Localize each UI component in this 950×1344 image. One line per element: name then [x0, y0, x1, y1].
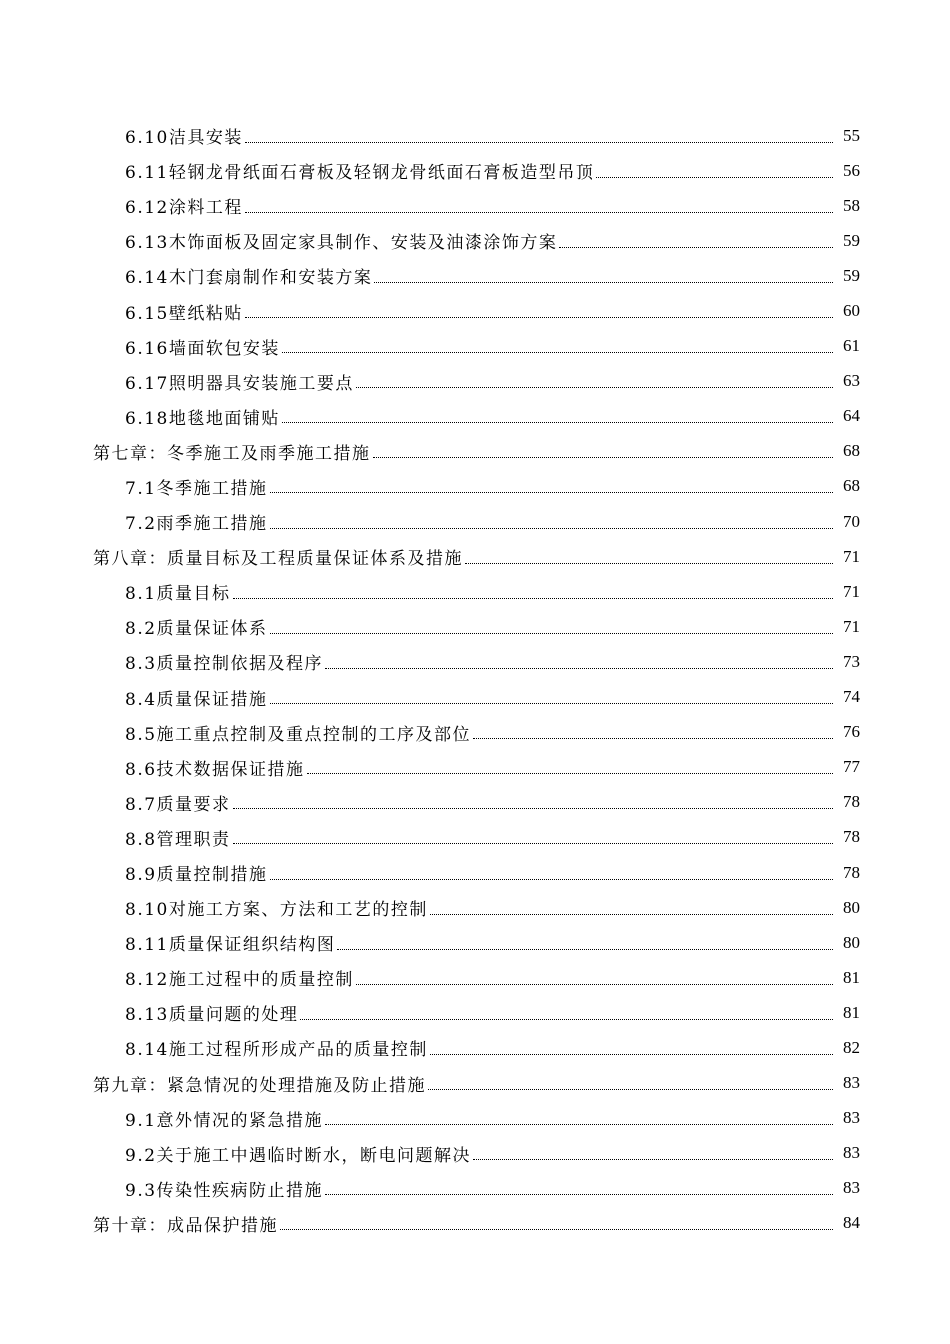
- toc-chapter-entry[interactable]: [0, 539, 950, 574]
- toc-entry-title: 第十章：成品保护措施: [93, 1215, 278, 1236]
- toc-page-number: 60: [843, 301, 860, 321]
- toc-section-entry[interactable]: [0, 258, 950, 293]
- toc-dot-leader: [430, 913, 833, 915]
- toc-page-number: 74: [843, 687, 860, 707]
- toc-page-number: 78: [843, 862, 860, 882]
- toc-dot-leader: [270, 527, 833, 529]
- toc-page-number: 55: [843, 125, 860, 145]
- toc-entry-title: 8.10对施工方案、方法和工艺的控制: [125, 900, 428, 921]
- toc-section-entry[interactable]: [0, 1136, 950, 1171]
- toc-dot-leader: [325, 1193, 833, 1195]
- toc-entry-title: 9.3传染性疾病防止措施: [125, 1180, 324, 1201]
- toc-entry-title: 8.5施工重点控制及重点控制的工序及部位: [125, 724, 472, 745]
- toc-entry-title: 8.1质量目标: [125, 584, 231, 605]
- toc-entry-title: 6.14木门套扇制作和安装方案: [125, 268, 373, 289]
- toc-page-number: 76: [843, 722, 860, 742]
- toc-page-number: 81: [843, 1002, 860, 1022]
- toc-entry-title: 6.13木饰面板及固定家具制作、安装及油漆涂饰方案: [125, 233, 558, 254]
- toc-section-entry[interactable]: [0, 785, 950, 820]
- toc-section-entry[interactable]: [0, 750, 950, 785]
- toc-section-entry[interactable]: [0, 925, 950, 960]
- toc-chapter-entry[interactable]: [0, 434, 950, 469]
- toc-entry-title: 8.8管理职责: [125, 829, 231, 850]
- toc-section-entry[interactable]: [0, 1030, 950, 1065]
- toc-entry-title: 8.4质量保证措施: [125, 689, 268, 710]
- toc-section-entry[interactable]: [0, 329, 950, 364]
- toc-section-entry[interactable]: [0, 118, 950, 153]
- toc-entry-title: 第九章：紧急情况的处理措施及防止措施: [93, 1075, 426, 1096]
- toc-dot-leader: [270, 702, 833, 704]
- toc-chapter-entry[interactable]: [0, 1066, 950, 1101]
- toc-section-entry[interactable]: [0, 574, 950, 609]
- toc-entry-title: 8.2质量保证体系: [125, 619, 268, 640]
- toc-section-entry[interactable]: [0, 960, 950, 995]
- toc-section-entry[interactable]: [0, 609, 950, 644]
- toc-page-number: 58: [843, 195, 860, 215]
- toc-dot-leader: [374, 281, 833, 283]
- toc-dot-leader: [280, 1228, 833, 1230]
- toc-dot-leader: [300, 1018, 833, 1020]
- toc-dot-leader: [270, 878, 833, 880]
- toc-dot-leader: [473, 1158, 833, 1160]
- toc-dot-leader: [596, 176, 833, 178]
- toc-page-number: 80: [843, 932, 860, 952]
- toc-dot-leader: [270, 632, 833, 634]
- toc-dot-leader: [282, 351, 833, 353]
- toc-dot-leader: [337, 948, 833, 950]
- toc-entry-title: 8.11质量保证组织结构图: [125, 935, 336, 956]
- toc-dot-leader: [233, 842, 833, 844]
- toc-chapter-entry[interactable]: [0, 1206, 950, 1241]
- toc-dot-leader: [473, 737, 833, 739]
- toc-section-entry[interactable]: [0, 364, 950, 399]
- toc-section-entry[interactable]: [0, 504, 950, 539]
- toc-section-entry[interactable]: [0, 223, 950, 258]
- toc-section-entry[interactable]: [0, 995, 950, 1030]
- toc-section-entry[interactable]: [0, 715, 950, 750]
- toc-entry-title: 6.11轻钢龙骨纸面石膏板及轻钢龙骨纸面石膏板造型吊顶: [125, 163, 595, 184]
- toc-dot-leader: [282, 421, 833, 423]
- toc-section-entry[interactable]: [0, 399, 950, 434]
- toc-dot-leader: [270, 491, 833, 493]
- toc-page-number: 68: [843, 476, 860, 496]
- toc-dot-leader: [465, 562, 833, 564]
- toc-page-number: 83: [843, 1073, 860, 1093]
- toc-entry-title: 6.17照明器具安装施工要点: [125, 373, 354, 394]
- toc-section-entry[interactable]: [0, 469, 950, 504]
- toc-page-number: 59: [843, 265, 860, 285]
- toc-section-entry[interactable]: [0, 855, 950, 890]
- toc-entry-title: 第八章：质量目标及工程质量保证体系及措施: [93, 549, 463, 570]
- toc-page-number: 73: [843, 651, 860, 671]
- toc-dot-leader: [245, 141, 833, 143]
- toc-entry-title: 8.9质量控制措施: [125, 865, 268, 886]
- toc-entry-title: 6.10洁具安装: [125, 128, 243, 149]
- toc-entry-title: 7.1冬季施工措施: [125, 478, 268, 499]
- toc-page-number: 80: [843, 897, 860, 917]
- toc-entry-title: 8.6技术数据保证措施: [125, 759, 305, 780]
- toc-dot-leader: [245, 211, 833, 213]
- toc-dot-leader: [559, 246, 833, 248]
- toc-entry-title: 7.2雨季施工措施: [125, 514, 268, 535]
- toc-section-entry[interactable]: [0, 293, 950, 328]
- toc-dot-leader: [356, 386, 833, 388]
- toc-page-number: 63: [843, 371, 860, 391]
- toc-entry-title: 6.15壁纸粘贴: [125, 303, 243, 324]
- toc-page-number: 71: [843, 581, 860, 601]
- toc-dot-leader: [233, 597, 833, 599]
- toc-page-number: 70: [843, 511, 860, 531]
- toc-entry-title: 8.13质量问题的处理: [125, 1005, 299, 1026]
- toc-section-entry[interactable]: [0, 1101, 950, 1136]
- toc-section-entry[interactable]: [0, 890, 950, 925]
- toc-page-number: 78: [843, 827, 860, 847]
- toc-page-number: 77: [843, 757, 860, 777]
- toc-page-number: 61: [843, 336, 860, 356]
- toc-section-entry[interactable]: [0, 680, 950, 715]
- table-of-contents: [0, 118, 950, 1241]
- toc-section-entry[interactable]: [0, 1171, 950, 1206]
- toc-dot-leader: [356, 983, 833, 985]
- toc-entry-title: 6.16墙面软包安装: [125, 338, 280, 359]
- toc-dot-leader: [373, 456, 834, 458]
- toc-dot-leader: [233, 807, 833, 809]
- toc-page-number: 83: [843, 1108, 860, 1128]
- toc-dot-leader: [325, 667, 833, 669]
- toc-page-number: 82: [843, 1037, 860, 1057]
- toc-page-number: 71: [843, 546, 860, 566]
- toc-section-entry[interactable]: [0, 644, 950, 679]
- toc-entry-title: 6.18地毯地面铺贴: [125, 408, 280, 429]
- toc-page-number: 59: [843, 230, 860, 250]
- toc-entry-title: 6.12涂料工程: [125, 198, 243, 219]
- toc-page-number: 71: [843, 616, 860, 636]
- toc-dot-leader: [325, 1123, 833, 1125]
- toc-dot-leader: [430, 1053, 833, 1055]
- toc-entry-title: 8.7质量要求: [125, 794, 231, 815]
- toc-entry-title: 8.12施工过程中的质量控制: [125, 970, 354, 991]
- toc-entry-title: 第七章：冬季施工及雨季施工措施: [93, 443, 371, 464]
- toc-dot-leader: [307, 772, 833, 774]
- toc-page-number: 56: [843, 160, 860, 180]
- toc-page-number: 78: [843, 792, 860, 812]
- toc-entry-title: 9.1意外情况的紧急措施: [125, 1110, 324, 1131]
- toc-section-entry[interactable]: [0, 820, 950, 855]
- toc-dot-leader: [245, 316, 833, 318]
- toc-entry-title: 8.3质量控制依据及程序: [125, 654, 324, 675]
- toc-page-number: 84: [843, 1213, 860, 1233]
- toc-page-number: 64: [843, 406, 860, 426]
- toc-page-number: 83: [843, 1143, 860, 1163]
- toc-page-number: 81: [843, 967, 860, 987]
- toc-entry-title: 8.14施工过程所形成产品的质量控制: [125, 1040, 428, 1061]
- toc-dot-leader: [428, 1088, 833, 1090]
- toc-page-number: 83: [843, 1178, 860, 1198]
- toc-page-number: 68: [843, 441, 860, 461]
- toc-section-entry[interactable]: [0, 153, 950, 188]
- toc-entry-title: 9.2关于施工中遇临时断水，断电问题解决: [125, 1145, 472, 1166]
- toc-section-entry[interactable]: [0, 188, 950, 223]
